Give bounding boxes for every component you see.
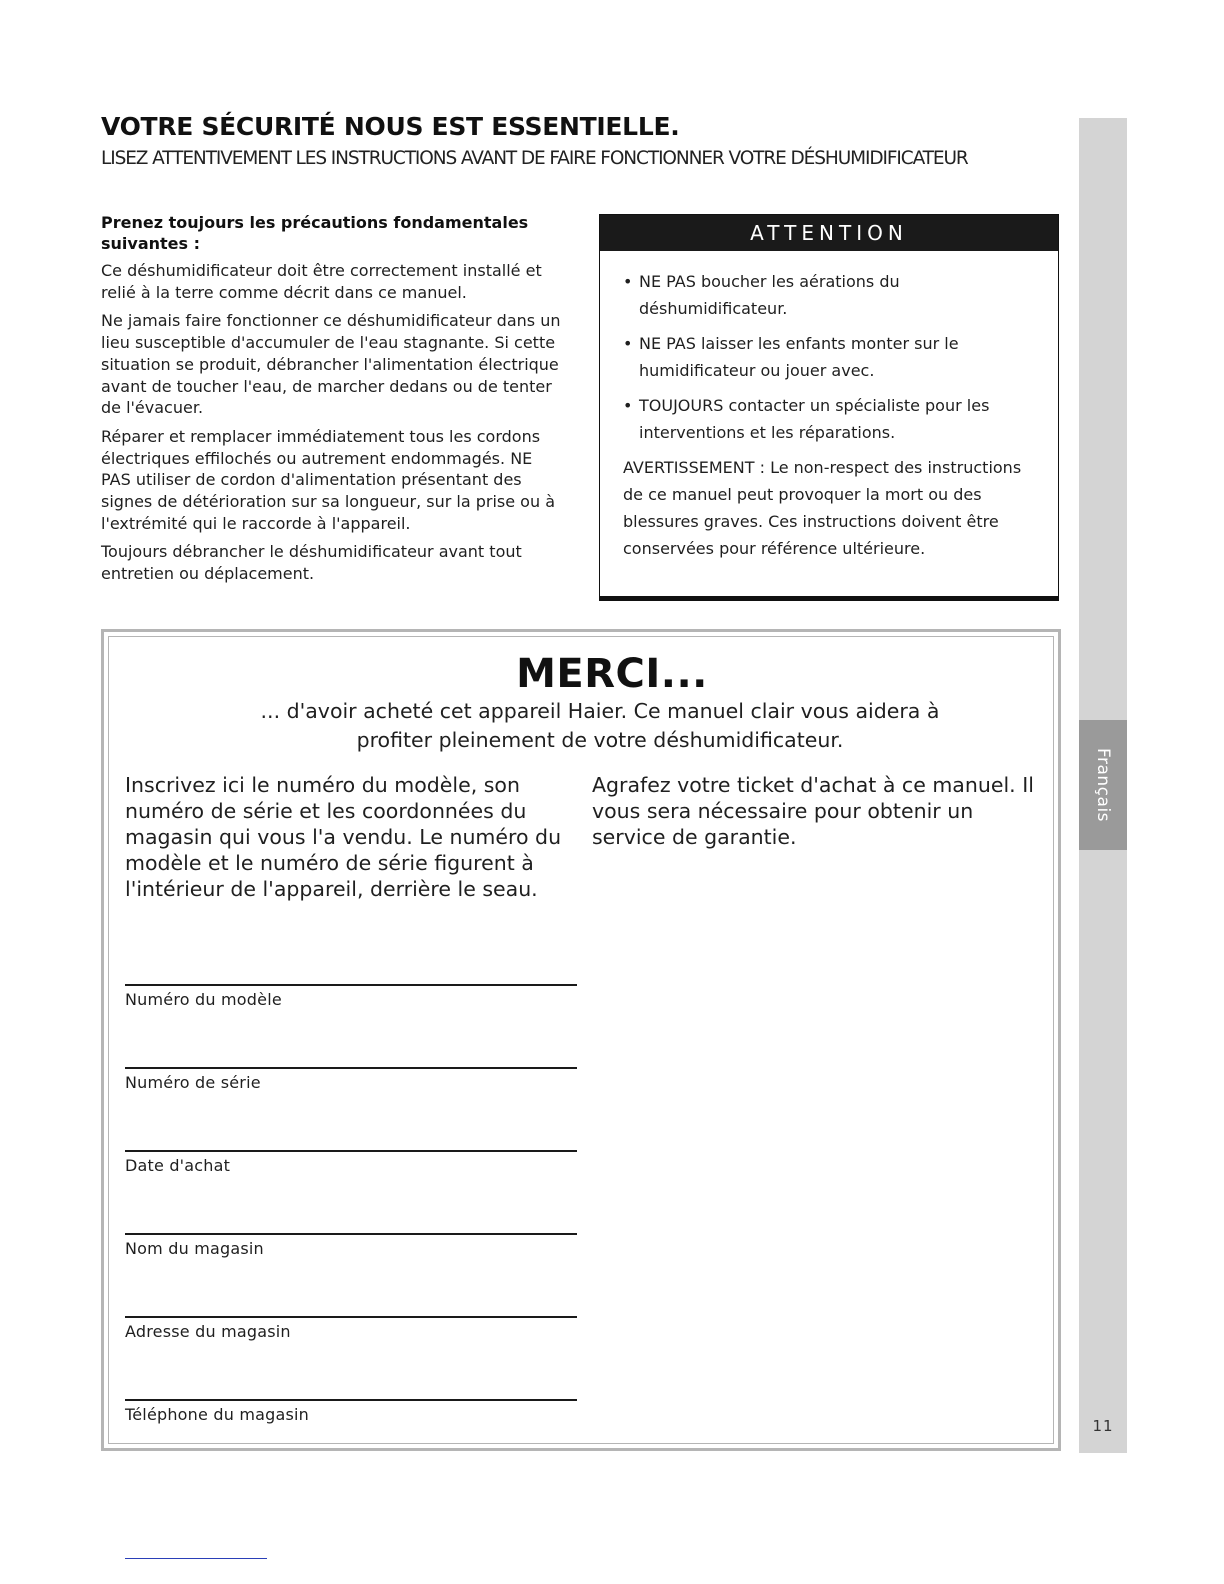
- attention-header: ATTENTION: [600, 215, 1058, 251]
- field-label: Téléphone du magasin: [125, 1405, 309, 1424]
- field-label: Adresse du magasin: [125, 1322, 291, 1341]
- merci-receipt-note: Agrafez votre ticket d'achat à ce manuel. Il vous sera nécessaire pour obtenir un service de garantie.: [592, 773, 1034, 849]
- precaution-paragraph: Toujours débrancher le déshumidificateur avant tout entretien ou déplacement.: [101, 542, 522, 584]
- merci-subtitle: ... d'avoir acheté cet appareil Haier. Ce manuel clair vous aidera à profiter pleinement de votre déshumidificateur.: [260, 699, 940, 752]
- serial-number-field[interactable]: [125, 1067, 577, 1092]
- attention-bullet-text: NE PAS boucher les aérations du déshumidificateur.: [639, 272, 900, 318]
- attention-warning: AVERTISSEMENT : Le non-respect des instructions de ce manuel peut provoquer la mort ou des blessures graves. Ces instructions doivent être conservées pour référence ultérieure.: [623, 458, 1022, 558]
- language-tab-label: Français: [1093, 747, 1113, 823]
- precautions-section: [101, 212, 561, 592]
- attention-bullet: [623, 268, 1036, 322]
- attention-bullet-text: NE PAS laisser les enfants monter sur le humidificateur ou jouer avec.: [639, 334, 959, 380]
- purchase-date-field[interactable]: [125, 1150, 577, 1175]
- attention-box: [599, 214, 1059, 601]
- footer-rule: [125, 1558, 267, 1559]
- precaution-paragraph: Ce déshumidificateur doit être correctement installé et relié à la terre comme décrit dans ce manuel.: [101, 261, 542, 302]
- attention-bullet-text: TOUJOURS contacter un spécialiste pour les interventions et les réparations.: [639, 396, 990, 442]
- bullet-icon: •: [623, 334, 633, 353]
- precaution-paragraph: Réparer et remplacer immédiatement tous les cordons électriques effilochés ou autrement endommagés. NE PAS utiliser de cordon d'alimentation présentant des signes de détérioration sur sa longueur, sur la prise ou à l'extrémité qui le raccorde à l'appareil.: [101, 426, 555, 533]
- field-label: Numéro du modèle: [125, 990, 282, 1009]
- field-label: Nom du magasin: [125, 1239, 264, 1258]
- language-tab: [1079, 720, 1127, 850]
- field-label: Numéro de série: [125, 1073, 261, 1092]
- model-number-field[interactable]: [125, 984, 577, 1009]
- merci-instructions: Inscrivez ici le numéro du modèle, son numéro de série et les coordonnées du magasin qui vous l'a vendu. Le numéro du modèle et le numéro de série figurent à l'intérieur de l'appareil, derrière le seau.: [125, 773, 562, 901]
- attention-body: [600, 251, 1058, 562]
- attention-bullet: [623, 392, 1036, 446]
- store-phone-field[interactable]: [125, 1399, 577, 1424]
- store-address-field[interactable]: [125, 1316, 577, 1341]
- bullet-icon: •: [623, 272, 633, 291]
- store-name-field[interactable]: [125, 1233, 577, 1258]
- attention-bullet: [623, 330, 1036, 384]
- bullet-icon: •: [623, 396, 633, 415]
- page-subtitle: LISEZ ATTENTIVEMENT LES INSTRUCTIONS AVANT DE FAIRE FONCTIONNER VOTRE DÉSHUMIDIFICATEUR: [101, 148, 968, 169]
- field-label: Date d'achat: [125, 1156, 231, 1175]
- page-number: 11: [1092, 1417, 1114, 1435]
- precautions-heading: Prenez toujours les précautions fondamentales suivantes :: [101, 213, 529, 253]
- precaution-paragraph: Ne jamais faire fonctionner ce déshumidificateur dans un lieu susceptible d'accumuler de l'eau stagnante. Si cette situation se produit, débrancher l'alimentation électrique avant de toucher l'eau, de marcher dedans ou de tenter de l'évacuer.: [101, 311, 561, 418]
- page-title: VOTRE SÉCURITÉ NOUS EST ESSENTIELLE.: [101, 112, 680, 141]
- merci-title: MERCI...: [516, 651, 708, 697]
